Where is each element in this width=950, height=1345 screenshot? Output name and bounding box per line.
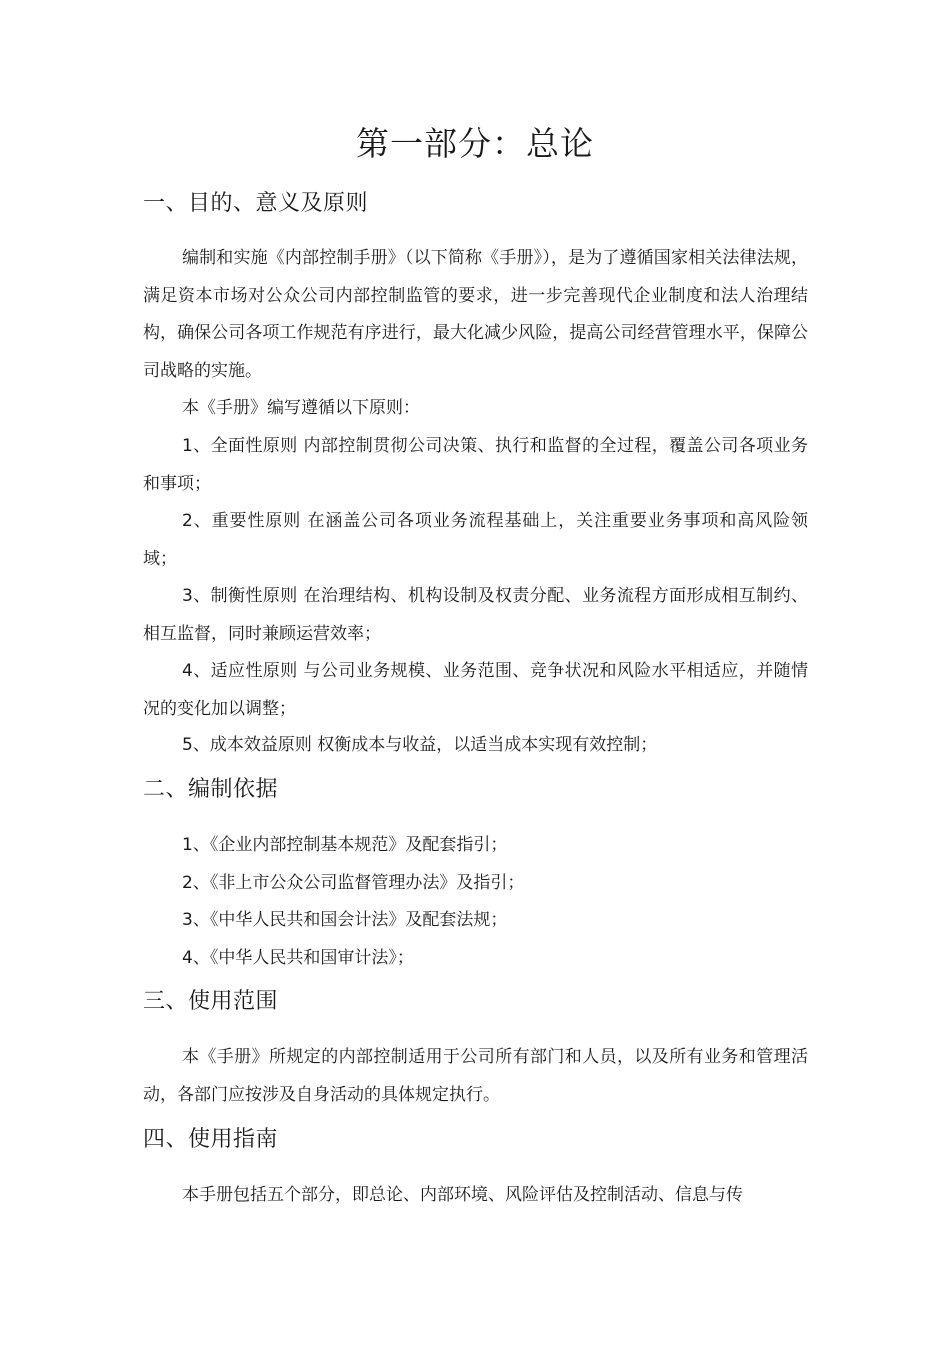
section-heading-scope: 三、使用范围: [143, 989, 279, 1014]
paragraph-guide: 本手册包括五个部分，即总论、内部环境、风险评估及控制活动、信息与传: [182, 1185, 743, 1205]
list-item: 1、《企业内部控制基本规范》及配套指引；: [182, 835, 508, 855]
list-item: 2、《非上市公众公司监督管理办法》及指引；: [182, 873, 525, 893]
paragraph-principle-4: 4、适应性原则 与公司业务规模、业务范围、竞争状况和风险水平相适应，并随情况的变化加以调整；: [143, 661, 808, 719]
paragraph-principle-2: 2、重要性原则 在涵盖公司各项业务流程基础上，关注重要业务事项和高风险领域；: [143, 511, 808, 569]
paragraph-principle-1: 1、全面性原则 内部控制贯彻公司决策、执行和监督的全过程，覆盖公司各项业务和事项；: [143, 436, 808, 494]
section-heading-basis: 二、编制依据: [143, 777, 279, 802]
section-heading-purpose: 一、目的、意义及原则: [143, 191, 369, 216]
document-title: 第一部分：总论: [356, 124, 594, 163]
paragraph-principles-intro: 本《手册》编写遵循以下原则：: [182, 398, 420, 418]
list-item: 3、《中华人民共和国会计法》及配套法规；: [182, 910, 508, 930]
paragraph-principle-5: 5、成本效益原则 权衡成本与收益，以适当成本实现有效控制；: [182, 735, 658, 755]
paragraph-scope: 本《手册》所规定的内部控制适用于公司所有部门和人员，以及所有业务和管理活动，各部门应按涉及自身活动的具体规定执行。: [143, 1047, 808, 1105]
list-item: 4、《中华人民共和国审计法》；: [182, 948, 414, 968]
paragraph-purpose: 编制和实施《内部控制手册》（以下简称《手册》），是为了遵循国家相关法律法规，满足资本市场对公众公司内部控制监管的要求，进一步完善现代企业制度和法人治理结构，确保公司各项工作规范有序进行，最大化减少风险，提高公司经营管理水平，保障公司战略的实施。: [143, 248, 808, 381]
section-heading-guide: 四、使用指南: [143, 1127, 279, 1152]
paragraph-principle-3: 3、制衡性原则 在治理结构、机构设制及权责分配、业务流程方面形成相互制约、相互监督，同时兼顾运营效率；: [143, 586, 808, 644]
